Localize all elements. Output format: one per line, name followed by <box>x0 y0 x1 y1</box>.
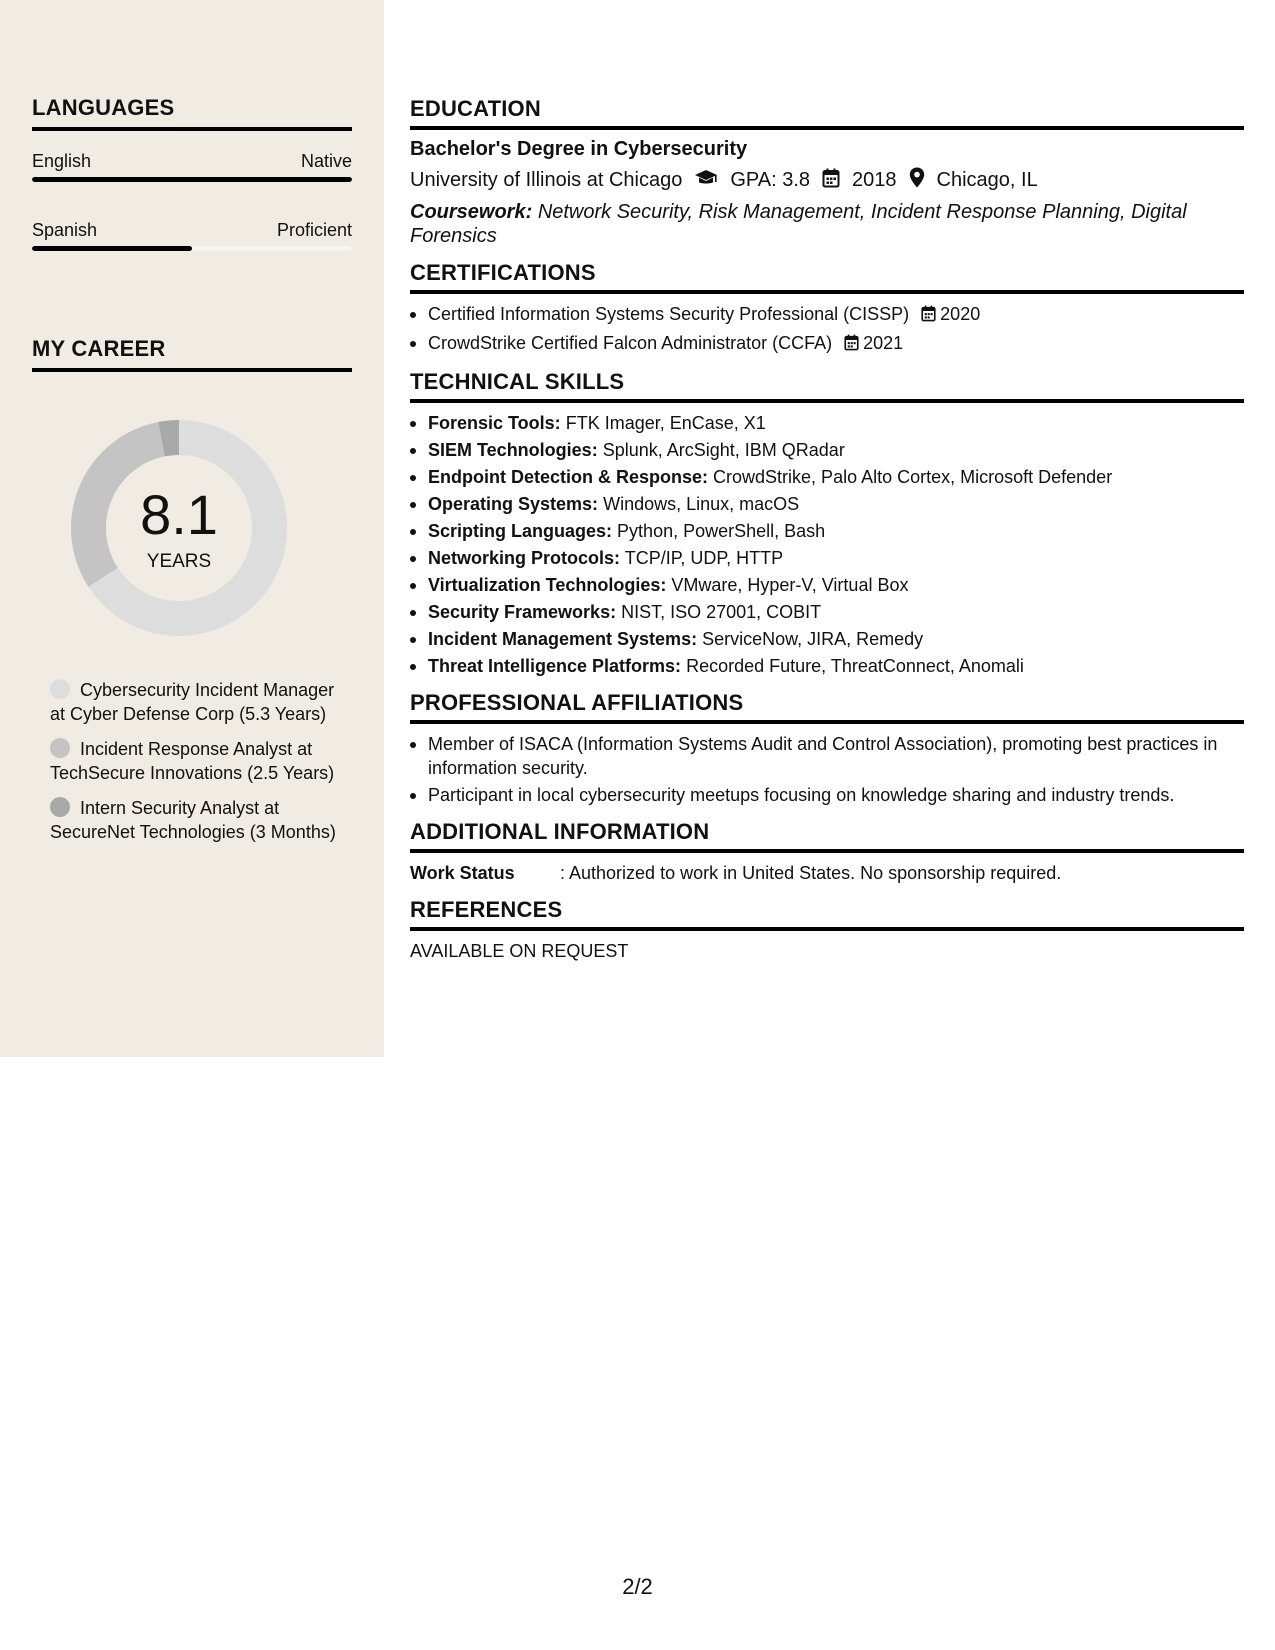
graduation-cap-icon <box>694 169 718 193</box>
legend-dot-icon <box>50 679 70 699</box>
certification-name: CrowdStrike Certified Falcon Administrator (CCFA) <box>428 333 833 353</box>
references-text: AVAILABLE ON REQUEST <box>410 941 629 961</box>
calendar-icon <box>822 168 840 194</box>
references-title: REFERENCES <box>410 897 1244 931</box>
education-location: Chicago, IL <box>936 169 1038 191</box>
school-name: University of Illinois at Chicago <box>410 169 683 191</box>
sidebar <box>0 0 384 1057</box>
affiliations-title: PROFESSIONAL AFFILIATIONS <box>410 690 1244 724</box>
calendar-icon <box>921 304 936 328</box>
skill-label: Forensic Tools: <box>428 413 561 433</box>
skill-value: CrowdStrike, Palo Alto Cortex, Microsoft Defender <box>713 467 1113 487</box>
skill-value: VMware, Hyper-V, Virtual Box <box>671 575 909 595</box>
coursework <box>410 200 1244 248</box>
career-total-unit: YEARS <box>146 551 212 572</box>
skill-value: Splunk, ArcSight, IBM QRadar <box>602 440 845 460</box>
skill-value: NIST, ISO 27001, COBIT <box>621 602 822 622</box>
skill-label: Networking Protocols: <box>428 548 621 568</box>
skill-label: SIEM Technologies: <box>428 440 598 460</box>
affiliations-section <box>410 690 1244 807</box>
page-number: 2/2 <box>622 1574 653 1599</box>
skill-item <box>410 654 1244 678</box>
career-roles-list <box>50 678 340 855</box>
map-pin-icon <box>909 167 925 194</box>
skill-label: Scripting Languages: <box>428 521 613 541</box>
skill-label: Operating Systems: <box>428 494 599 514</box>
skill-label: Virtualization Technologies: <box>428 575 667 595</box>
language-english <box>32 131 352 185</box>
certifications-section <box>410 260 1244 357</box>
career-role-label: Incident Response Analyst at TechSecure Innovations (2.5 Years) <box>50 739 335 783</box>
certifications-list <box>410 302 1244 357</box>
calendar-icon <box>844 333 859 357</box>
skill-item <box>410 492 1244 516</box>
references-section <box>410 897 1244 963</box>
work-status-label: Work Status <box>410 863 515 883</box>
skill-label: Incident Management Systems: <box>428 629 698 649</box>
work-status-row <box>410 861 1244 885</box>
language-bar <box>32 246 352 251</box>
skill-value: FTK Imager, EnCase, X1 <box>565 413 766 433</box>
language-name: Spanish <box>32 220 98 240</box>
graduation-year: 2018 <box>852 169 897 191</box>
language-bar-fill <box>32 246 192 251</box>
career-section <box>32 336 352 372</box>
career-role <box>50 796 340 844</box>
skill-value: ServiceNow, JIRA, Remedy <box>702 629 924 649</box>
career-role <box>50 737 340 785</box>
education-meta <box>410 167 1244 194</box>
language-name: English <box>32 151 92 171</box>
skill-label: Threat Intelligence Platforms: <box>428 656 682 676</box>
language-level: Native <box>300 151 352 171</box>
language-spanish <box>32 200 352 254</box>
additional-info-section <box>410 819 1244 885</box>
legend-dot-icon <box>50 738 70 758</box>
skill-item <box>410 519 1244 543</box>
education-section <box>410 96 1244 248</box>
career-role-label: Intern Security Analyst at SecureNet Technologies (3 Months) <box>50 798 336 842</box>
skill-value: Recorded Future, ThreatConnect, Anomali <box>686 656 1024 676</box>
language-level: Proficient <box>276 220 352 240</box>
skill-item <box>410 546 1244 570</box>
career-role-label: Cybersecurity Incident Manager at Cyber Defense Corp (5.3 Years) <box>50 680 335 724</box>
certification-year: 2020 <box>940 304 981 324</box>
skill-value: Python, PowerShell, Bash <box>617 521 826 541</box>
gpa: GPA: 3.8 <box>730 169 811 191</box>
technical-skills-section <box>410 369 1244 678</box>
skill-item <box>410 627 1244 651</box>
certification-year: 2021 <box>863 333 904 353</box>
certification-item <box>410 302 1244 328</box>
certification-name: Certified Information Systems Security Professional (CISSP) <box>428 304 910 324</box>
career-title: MY CAREER <box>32 336 352 372</box>
languages-section <box>32 95 352 254</box>
affiliation-item: Participant in local cybersecurity meetups focusing on knowledge sharing and industry trends. <box>410 783 1244 807</box>
skill-item <box>410 411 1244 435</box>
skill-item <box>410 438 1244 462</box>
affiliations-list <box>410 732 1244 807</box>
language-bar-fill <box>32 177 352 182</box>
career-donut-chart <box>66 415 292 641</box>
additional-info-title: ADDITIONAL INFORMATION <box>410 819 1244 853</box>
work-status-value: : Authorized to work in United States. No sponsorship required. <box>560 863 1062 883</box>
certification-item <box>410 331 1244 357</box>
skill-label: Endpoint Detection & Response: <box>428 467 709 487</box>
coursework-label: Coursework: <box>410 201 533 223</box>
skill-item <box>410 465 1244 489</box>
skill-item <box>410 600 1244 624</box>
certifications-title: CERTIFICATIONS <box>410 260 1244 294</box>
languages-title: LANGUAGES <box>32 95 352 131</box>
main-content <box>410 96 1244 975</box>
coursework-list: Network Security, Risk Management, Incident Response Planning, Digital Forensics <box>410 201 1187 247</box>
technical-skills-title: TECHNICAL SKILLS <box>410 369 1244 403</box>
affiliation-item: Member of ISACA (Information Systems Audit and Control Association), promoting best practices in information security. <box>410 732 1244 780</box>
skill-label: Security Frameworks: <box>428 602 617 622</box>
legend-dot-icon <box>50 797 70 817</box>
skill-value: TCP/IP, UDP, HTTP <box>624 548 784 568</box>
education-title: EDUCATION <box>410 96 1244 130</box>
technical-skills-list <box>410 411 1244 678</box>
degree-name: Bachelor's Degree in Cybersecurity <box>410 138 748 160</box>
skill-value: Windows, Linux, macOS <box>603 494 800 514</box>
language-bar <box>32 177 352 182</box>
career-total-years: 8.1 <box>140 483 218 546</box>
skill-item <box>410 573 1244 597</box>
career-role <box>50 678 340 726</box>
